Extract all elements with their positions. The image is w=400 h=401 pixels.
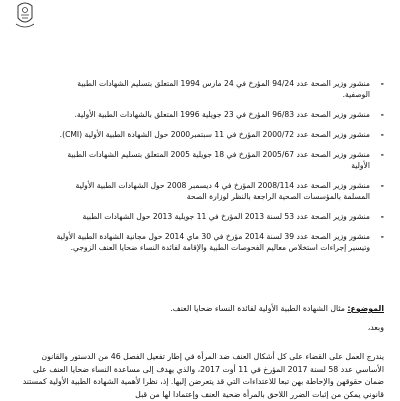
reference-item: - منشور وزير الصحة عدد 53 لسنة 2013 المؤرخ في 11 جويلية 2013 حول الشهادات الطبية	[82, 212, 384, 221]
references-list	[54, 78, 384, 262]
reference-item: - منشور وزير الصحة عدد 2008/114 المؤرخ في 4 ديسمبر 2008 حول الشهادات الطبية الأولية المسلمة بالمؤسسات الصحية الراجعة بالنظر لوزارة الصحة	[75, 181, 384, 201]
reference-item: - منشور وزير الصحة عدد 96/83 المؤرخ في 23 جويلية 1996 المتعلق بالشهادات الطبية الأولية.	[74, 110, 384, 119]
reference-item: - منشور وزير الصحة عدد 94/24 المؤرخ في 24 مارس 1994 المتعلق بتسليم الشهادات الطبية الوصفية.	[77, 79, 384, 99]
subject-label: الموضوع:	[347, 304, 384, 313]
body-paragraph: يندرج العمل على القضاء على كل أشكال العنف ضد المرأة في إطار تفعيل الفصل 46 من الدستور والقانون الأساسي عدد 58 لسنة 2017 المؤرخ في 11 أوت 2017، والذي يهدف إلى مساعدة النساء ضحايا العنف على ضمان حقوقهن والإحاطة بهن تبعا للاعتداءات التي قد يتعرضن إليها. إذ، نظرا لأهمية الشهادة الطبية الأولية كمستند قانوني يمكن من إثبات الضرر اللاحق بالمرأة ضحية العنف وإعتمادا لها من قبل	[22, 352, 384, 399]
state-emblem-icon	[14, 0, 36, 30]
subject-line	[24, 303, 384, 314]
reference-item: - منشور وزير الصحة عدد 2005/67 المؤرخ في 18 جويلية 2005 المتعلق بتسليم الشهادات الطبية الأولية	[67, 150, 384, 170]
reference-item: - منشور وزير الصحة عدد 2000/72 المؤرخ في 11 سبتمبر2000 حول الشهادة الطبية الأولية (CMI).	[59, 130, 384, 139]
greeting: وبعد،	[367, 323, 384, 332]
subject-text: مثال الشهادة الطبية الأولية لفائدة النساء ضحايا العنف.	[170, 304, 348, 313]
reference-item: - منشور وزير الصحة عدد 39 لسنة 2014 مؤرخ في 30 ماي 2014 حول مجانية الشهادة الطبية الأولية وتيسير إجراءات استخلاص معاليم الفحوصات الطبية والإقامة لفائدة النساء ضحايا العنف الزوجي.	[56, 232, 384, 252]
